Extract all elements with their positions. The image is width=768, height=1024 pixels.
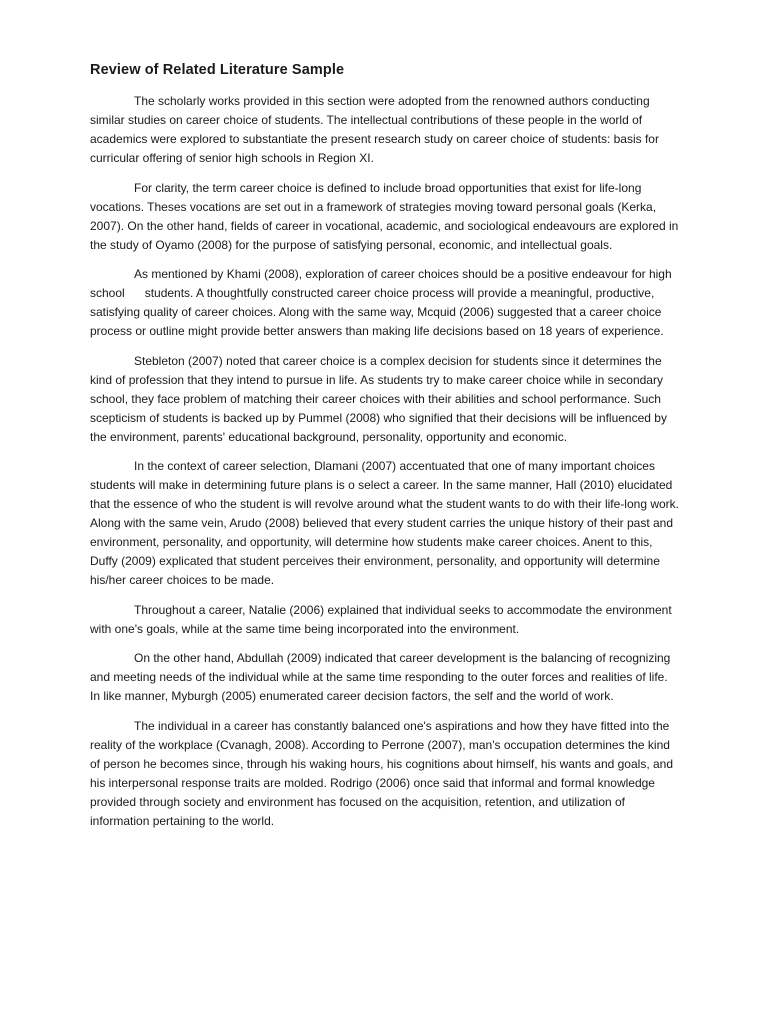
paragraph-abdullah: On the other hand, Abdullah (2009) indicated that career development is the balancing of recognizing and meeting needs of the individual while at the same time responding to the outer forces and realities of life. In like manner, Myburgh (2005) enumerated career decision factors, the self and the world of work. xyxy=(90,651,671,703)
paragraph-khami: As mentioned by Khami (2008), exploration of career choices should be a positive endeavour for high school students. A thoughtfully constructed career choice process will provide a meaningful, productive, satisfying quality of career choices. Along with the same way, Mcquid (2006) suggested that a career choice process or outline might provide better answers than making life decisions based on 18 years of experience. xyxy=(90,267,675,338)
paragraph-dlamani: In the context of career selection, Dlamani (2007) accentuated that one of many important choices students will make in determining future plans is o select a career. In the same manner, Hall (2010) elucidated that the essence of who the student is will revolve around what the student wants to do with their life-long work. Along with the same vein, Arudo (2008) believed that every student carries the unique history of their past and environment, personality, and opportunity, will determine how students make career choices. Anent to this, Duffy (2009) explicated that student perceives their environment, personality, and opportunity will determine his/her career choices to be made. xyxy=(90,459,679,587)
document-title: Review of Related Literature Sample xyxy=(90,62,345,78)
paragraph-natalie: Throughout a career, Natalie (2006) explained that individual seeks to accommodate the environment with one's goals, while at the same time being incorporated into the environment. xyxy=(90,602,672,636)
paragraph-career-balance: The individual in a career has constantly balanced one's aspirations and how they have fitted into the reality of the workplace (Cvanagh, 2008). According to Perrone (2007), man's occupation determines the kind of person he becomes since, through his waking hours, his cognitions about himself, his wants and goals, and his interpersonal response traits are molded. Rodrigo (2006) once said that informal and formal knowledge provided through society and environment has focused on the acquisition, retention, and utilization of information pertaining to the world. xyxy=(90,718,674,828)
paragraph-intro: The scholarly works provided in this section were adopted from the renowned authors conducting similar studies on career choice of students. The intellectual contributions of these people in the world of academics were explored to substantiate the present research study on career choice of students: basis for curricular offering of senior high schools in Region XI. xyxy=(90,94,659,165)
paragraph-stebleton: Stebleton (2007) noted that career choice is a complex decision for students since it determines the kind of profession that they intend to pursue in life. As students try to make career choice while in secondary school, they face problem of matching their career choices with their abilities and school performance. Such scepticism of students is backed up by Pummel (2008) who signified that their decisions will be influenced by the environment, parents' educational background, personality, opportunity and economic. xyxy=(90,353,667,444)
paragraph-definition: For clarity, the term career choice is defined to include broad opportunities that exist for life-long vocations. Theses vocations are set out in a framework of strategies moving toward personal goals (Kerka, 2007). On the other hand, fields of career in vocational, academic, and sociological endeavours are explored in the study of Oyamo (2008) for the purpose of satisfying personal, economic, and intellectual goals. xyxy=(90,180,679,252)
